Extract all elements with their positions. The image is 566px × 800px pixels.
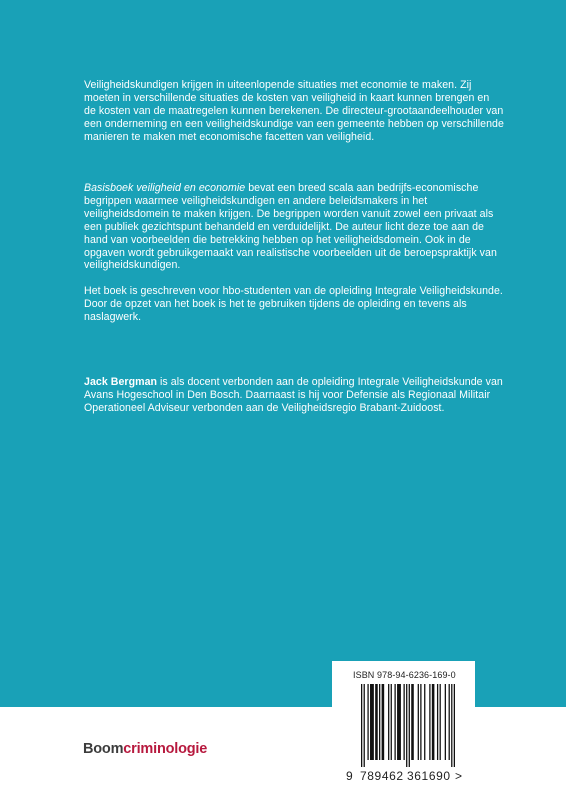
barcode-bar bbox=[364, 684, 365, 767]
barcode-bar bbox=[388, 684, 389, 760]
barcode-icon bbox=[361, 684, 455, 767]
barcode-bar bbox=[445, 684, 446, 760]
author-bio: is als docent verbonden aan de opleiding Integrale Veiligheidskunde van Avans Hogeschool in Den Bosch. Daarnaast is hij voor Defensie als Regionaal Militair Operationeel Adviseur verbonden aan de Veiligheidsregio Brabant-Zuidoost. bbox=[84, 376, 503, 414]
barcode-digit-first: 9 bbox=[346, 769, 353, 783]
barcode-bar bbox=[432, 684, 435, 760]
author-paragraph bbox=[84, 376, 504, 415]
barcode-digits-left: 789462 bbox=[360, 769, 404, 783]
barcode-bar bbox=[424, 684, 425, 760]
content-paragraph bbox=[84, 182, 504, 272]
audience-paragraph bbox=[84, 285, 504, 324]
barcode-digits-end: > bbox=[455, 769, 463, 783]
audience-text: Het boek is geschreven voor hbo-studenten van de opleiding Integrale Veiligheidskunde. Door de opzet van het boek is het te gebruiken tijdens de opleiding en tevens als naslagwerk. bbox=[84, 285, 503, 323]
barcode-bar bbox=[420, 684, 421, 760]
intro-text: Veiligheidskundigen krijgen in uiteenlopende situaties met economie te maken. Zij moeten in verschillende situaties de kosten van veiligheid in kaart kunnen brengen en de kosten van de maatregelen kunnen berekenen. De directeur-grootaandeelhouder van een onderneming en een veiligheidskundige van een gemeente hebben op verschillende manieren te maken met economische facetten van veiligheid. bbox=[84, 79, 504, 143]
barcode-bar bbox=[454, 684, 455, 767]
barcode-bar bbox=[418, 684, 419, 760]
barcode-bar bbox=[406, 684, 407, 767]
barcode-bar bbox=[440, 684, 441, 760]
intro-paragraph bbox=[84, 79, 504, 144]
barcode-bar bbox=[375, 684, 378, 760]
barcode-bar bbox=[397, 684, 401, 760]
content-text: bevat een breed scala aan bedrijfs-economische begrippen waarmee veiligheidskundigen en andere beleidsmakers in het veiligheidsdomein te maken krijgen. De begrippen worden vanuit zowel een privaat als een publiek gezichtspunt behandeld en verduidelijkt. De auteur licht deze toe aan de hand van voorbeelden die betrekking hebben op het veiligheidsdomein. Ook in de opgaven wordt gebruikgemaakt van realistische voorbeelden uit de beroepspraktijk van veiligheidskundigen. bbox=[84, 182, 497, 272]
book-title: Basisboek veiligheid en economie bbox=[84, 182, 246, 194]
barcode-digits-right: 361690 bbox=[407, 769, 451, 783]
barcode-bar bbox=[391, 684, 392, 760]
barcode-bar bbox=[367, 684, 368, 760]
barcode-digits bbox=[346, 769, 463, 783]
barcode-bar bbox=[429, 684, 430, 760]
barcode-bar bbox=[403, 684, 404, 760]
barcode-bar bbox=[361, 684, 362, 767]
barcode-bar bbox=[370, 684, 374, 760]
publisher-logo bbox=[83, 741, 207, 757]
barcode-bar bbox=[379, 684, 380, 760]
barcode-bar bbox=[394, 684, 395, 760]
barcode-bar bbox=[382, 684, 385, 760]
isbn-label: ISBN 978-94-6236-169-0 bbox=[353, 670, 456, 680]
publisher-logo-imprint: criminologie bbox=[123, 741, 208, 757]
barcode-bar bbox=[409, 684, 410, 767]
barcode-bar bbox=[451, 684, 452, 767]
barcode-bar bbox=[449, 684, 450, 760]
barcode-bar bbox=[437, 684, 438, 760]
barcode-bar bbox=[411, 684, 414, 760]
publisher-logo-boom: Boom bbox=[83, 741, 124, 757]
author-name: Jack Bergman bbox=[84, 376, 158, 388]
